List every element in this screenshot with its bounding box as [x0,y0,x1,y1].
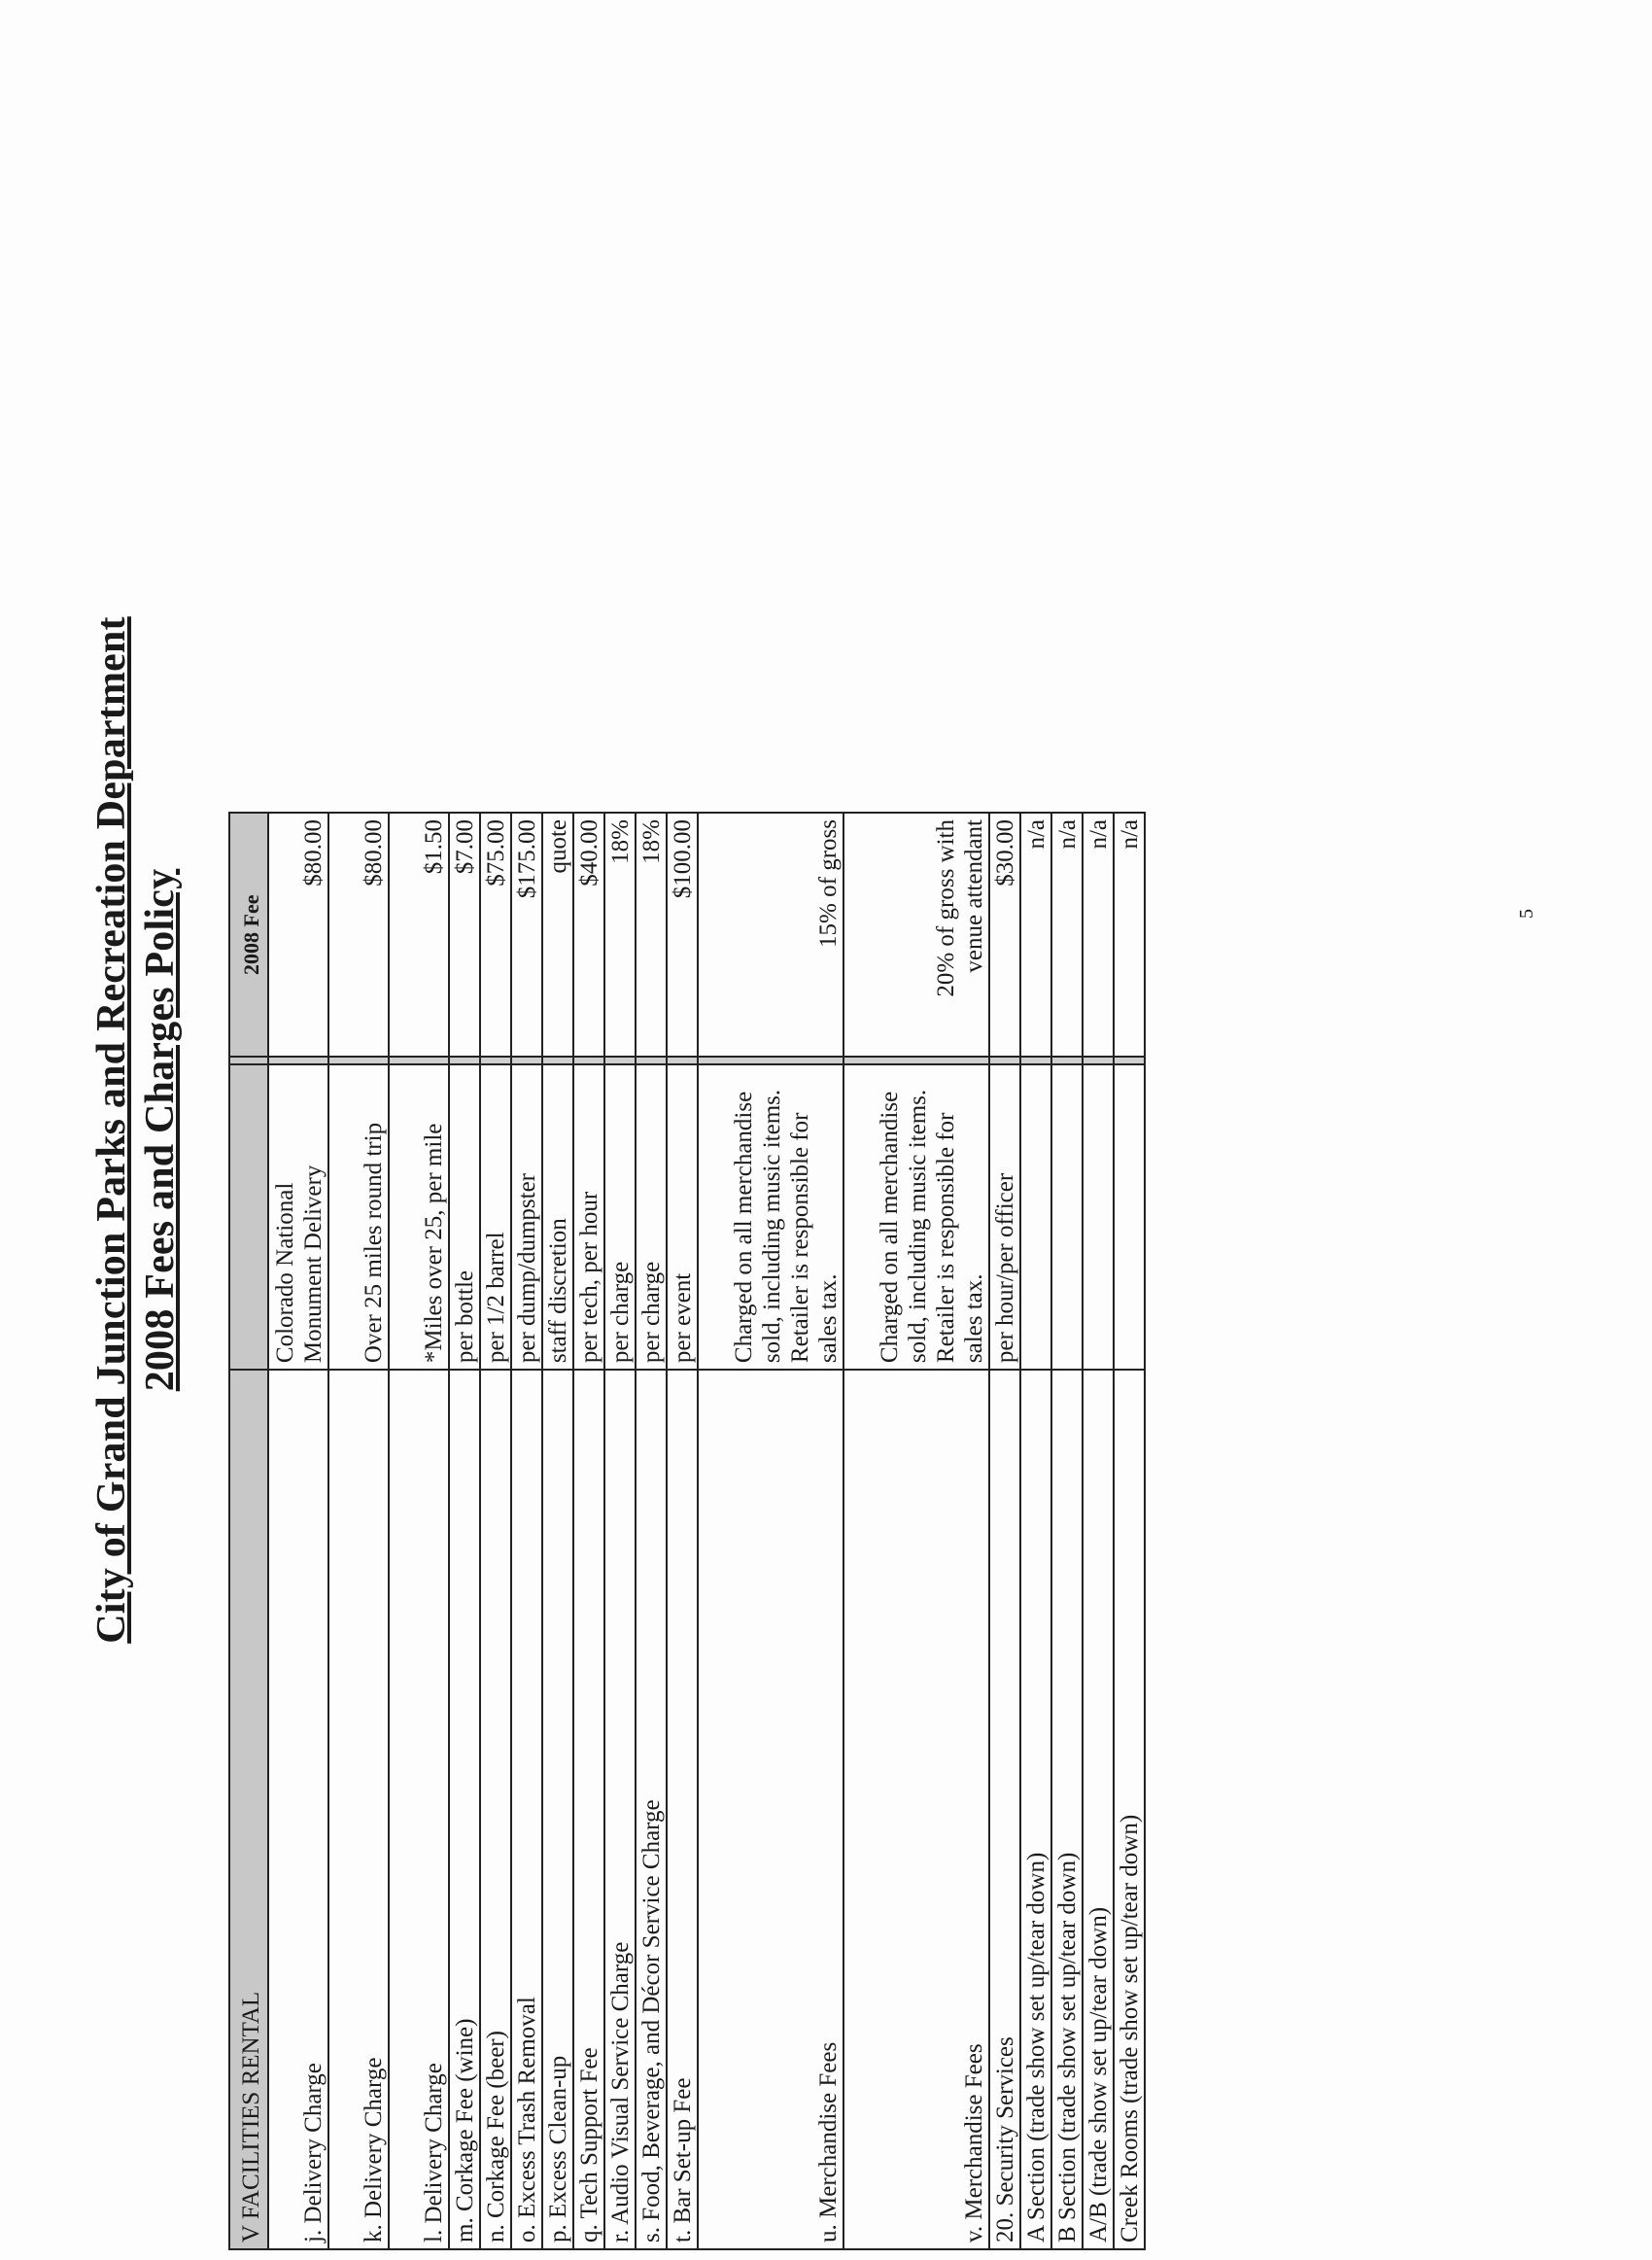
row-note: Colorado National Monument Delivery [268,1064,328,1370]
row-note: per dump/dumpster [511,1064,542,1370]
table-row [1020,813,1051,2249]
row-note [1051,1064,1083,1370]
row-description: B Section (trade show set up/tear down) [1051,1370,1083,2249]
row-note: per charge [604,1064,636,1370]
row-fee: 20% of gross with venue attendant [843,813,989,1057]
row-gap [698,1057,843,1064]
row-description: 20. Security Services [989,1370,1020,2249]
row-description: p. Excess Clean-up [542,1370,573,2249]
row-description: A Section (trade show set up/tear down) [1020,1370,1051,2249]
table-row [389,813,449,2249]
row-description: r. Audio Visual Service Charge [604,1370,636,2249]
table-row [604,813,636,2249]
row-gap [843,1057,989,1064]
row-fee: n/a [1114,813,1145,1057]
row-description: Creek Rooms (trade show set up/tear down) [1114,1370,1145,2249]
row-note: per 1/2 barrel [480,1064,511,1370]
table-row [667,813,698,2249]
row-fee: quote [542,813,573,1057]
table-row [573,813,604,2249]
table-row [636,813,667,2249]
row-note: per hour/per officer [989,1064,1020,1370]
row-fee: n/a [1051,813,1083,1057]
table-row [449,813,480,2249]
table-row [989,813,1020,2249]
row-note: per charge [636,1064,667,1370]
row-note [1020,1064,1051,1370]
row-gap [449,1057,480,1064]
row-fee: $40.00 [573,813,604,1057]
row-fee: $7.00 [449,813,480,1057]
row-note: Charged on all merchandise sold, including music items. Retailer is responsible for sales tax. [698,1064,843,1370]
row-gap [667,1057,698,1064]
table-row [1051,813,1083,2249]
row-gap [604,1057,636,1064]
table-header-row [229,813,268,2249]
table-row [843,813,989,2249]
fee-table [228,812,1146,2250]
row-note: per tech, per hour [573,1064,604,1370]
row-fee: $80.00 [328,813,389,1057]
row-fee: 18% [636,813,667,1057]
row-gap [1020,1057,1051,1064]
row-gap [636,1057,667,1064]
header-gap [229,1057,268,1064]
row-fee: $75.00 [480,813,511,1057]
table-row [511,813,542,2249]
section-header: V FACILITIES RENTAL [229,1370,268,2249]
row-description: v. Merchandise Fees [843,1370,989,2249]
fee-column-header: 2008 Fee [229,813,268,1057]
row-gap [268,1057,328,1064]
row-description: A/B (trade show set up/tear down) [1083,1370,1114,2249]
table-row [328,813,389,2249]
page-number: 5 [1516,909,1537,919]
row-note: per event [667,1064,698,1370]
row-description: o. Excess Trash Removal [511,1370,542,2249]
row-gap [573,1057,604,1064]
row-note: Charged on all merchandise sold, including music items. Retailer is responsible for sales tax. [843,1064,989,1370]
table-row [480,813,511,2249]
row-note [1083,1064,1114,1370]
row-gap [1051,1057,1083,1064]
table-row [698,813,843,2249]
row-fee: $1.50 [389,813,449,1057]
row-description: n. Corkage Fee (beer) [480,1370,511,2249]
row-fee: $100.00 [667,813,698,1057]
row-gap [1083,1057,1114,1064]
row-note: *Miles over 25, per mile [389,1064,449,1370]
row-gap [480,1057,511,1064]
table-row [268,813,328,2249]
row-gap [542,1057,573,1064]
row-fee: $175.00 [511,813,542,1057]
row-gap [328,1057,389,1064]
row-description: m. Corkage Fee (wine) [449,1370,480,2249]
row-gap [389,1057,449,1064]
row-fee: 18% [604,813,636,1057]
header-blank [229,1064,268,1370]
row-fee: n/a [1083,813,1114,1057]
row-note [1114,1064,1145,1370]
page-subtitle: 2008 Fees and Charges Policy [138,868,183,1392]
title-block [87,0,185,2260]
row-description: k. Delivery Charge [328,1370,389,2249]
table-row [542,813,573,2249]
row-fee: n/a [1020,813,1051,1057]
row-fee: 15% of gross [698,813,843,1057]
row-note: Over 25 miles round trip [328,1064,389,1370]
table-row [1083,813,1114,2249]
row-note: staff discretion [542,1064,573,1370]
row-description: j. Delivery Charge [268,1370,328,2249]
row-gap [989,1057,1020,1064]
row-description: l. Delivery Charge [389,1370,449,2249]
row-description: q. Tech Support Fee [573,1370,604,2249]
row-description: s. Food, Beverage, and Décor Service Charge [636,1370,667,2249]
row-gap [511,1057,542,1064]
row-fee: $80.00 [268,813,328,1057]
row-fee: $30.00 [989,813,1020,1057]
table-row [1114,813,1145,2249]
row-description: t. Bar Set-up Fee [667,1370,698,2249]
row-description: u. Merchandise Fees [698,1370,843,2249]
row-note: per bottle [449,1064,480,1370]
page-title: City of Grand Junction Parks and Recreation Department [89,616,134,1644]
row-gap [1114,1057,1145,1064]
